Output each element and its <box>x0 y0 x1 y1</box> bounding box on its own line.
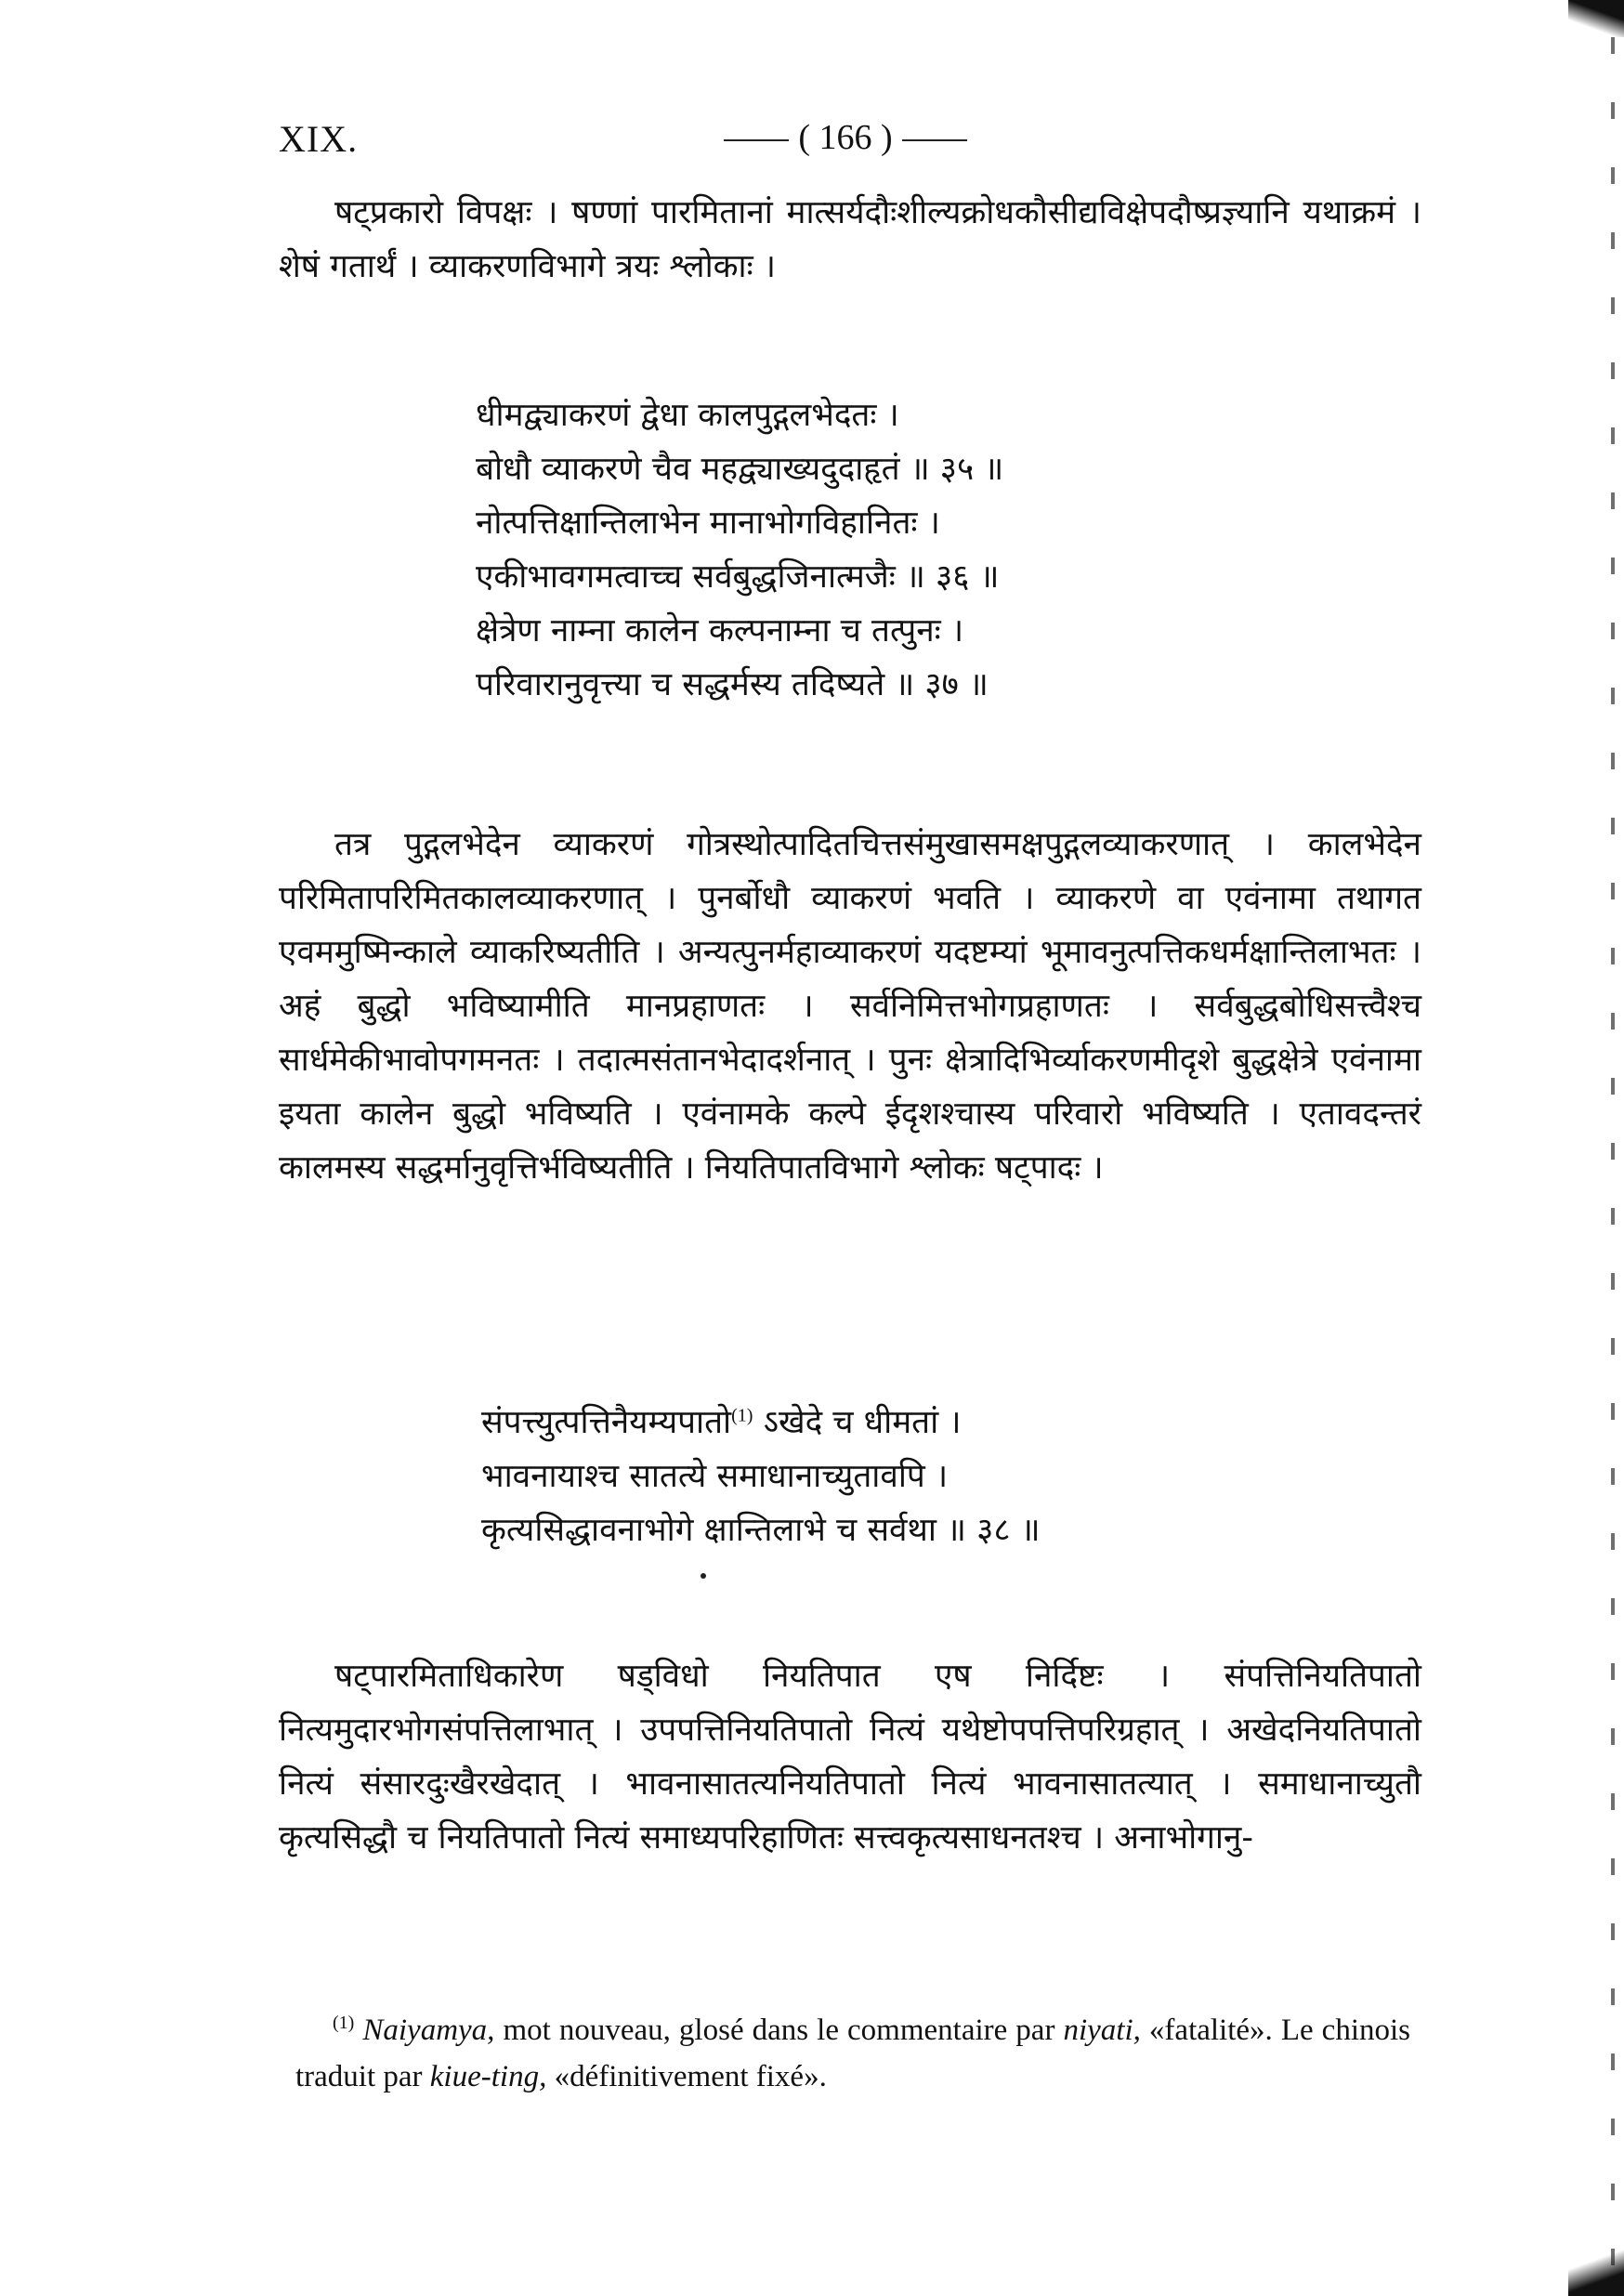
verse-block-38 <box>481 1396 1041 1557</box>
scan-edge-shadow-right <box>1611 37 1615 2267</box>
ornament-left <box>724 139 789 141</box>
footnote-gloss: niyati, <box>1063 2014 1141 2047</box>
paragraph-2 <box>279 818 1421 1195</box>
verse-block-35-37 <box>476 388 1003 712</box>
footnote-reference: (1) <box>731 1405 753 1426</box>
verse-line: परिवारानुवृत्त्या च सद्धर्मस्य तदिष्यते ॥ ३७ ॥ <box>476 666 989 703</box>
stray-dot-mark <box>701 1573 706 1579</box>
verse-line-part: ऽखेदे च धीमतां । <box>763 1404 962 1441</box>
page-number: ( 166 ) <box>798 118 893 157</box>
paragraph-1 <box>279 186 1421 294</box>
scan-edge-shadow-top <box>1568 0 1624 37</box>
footnote-chinese-term: kiue-ting, <box>429 2060 547 2093</box>
page-number-block <box>279 117 1412 158</box>
verse-line: क्षेत्रेण नाम्ना कालेन कल्पनाम्ना च तत्पुनः । <box>476 612 964 649</box>
footnote-text: mot nouveau, glosé dans le commentaire par <box>494 2014 1064 2047</box>
chapter-number: XIX. <box>279 118 359 160</box>
footnote-text: «définitivement fixé». <box>546 2060 827 2093</box>
paragraph-3-text: षट्पारमिताधिकारेण षड्विधो नियतिपात एष निर्दिष्टः । संपत्तिनियतिपातो नित्यमुदारभोगसंपत्तिलाभात् । उपपत्तिनियतिपातो नित्यं यथेष्टोपपत्तिपरिग्रहात् । अखेदनियतिपातो नित्यं संसारदुःखैरखेदात् । भावनासातत्यनियतिपातो नित्यं भावनासातत्यात् । समाधानाच्युतौ कृत्यसिद्धौ च नियतिपातो नित्यं समाध्यपरिहाणितः सत्त्वकृत्यसाधनतश्च । अनाभोगानु- <box>279 1658 1421 1856</box>
ornament-right <box>902 139 967 141</box>
footnote-text: «fatalité». Le chinois traduit par <box>295 2014 1410 2093</box>
verse-line-part: संपत्त्युत्पत्तिनैयम्यपातो <box>481 1404 732 1441</box>
verse-line <box>481 1396 1041 1450</box>
footnote-term: Naiyamya, <box>362 2014 495 2047</box>
footnote-marker: (1) <box>333 2013 355 2033</box>
verse-line: एकीभावगमत्वाच्च सर्वबुद्धजिनात्मजैः ॥ ३६ ॥ <box>476 558 1000 596</box>
verse-line: धीमद्व्याकरणं द्वेधा कालपुद्गलभेदतः । <box>476 397 899 434</box>
paragraph-3 <box>279 1649 1421 1865</box>
footnote <box>295 2007 1410 2100</box>
paragraph-2-text: तत्र पुद्गलभेदेन व्याकरणं गोत्रस्थोत्पादितचित्तसंमुखासमक्षपुद्गलव्याकरणात् । कालभेदेन परिमितापरिमितकालव्याकरणात् । पुनर्बोधौ व्याकरणं भवति । व्याकरणे वा एवंनामा तथागत एवममुष्मिन्काले व्याकरिष्यतीति । अन्यत्पुनर्महाव्याकरणं यदष्टम्यां भूमावनुत्पत्तिकधर्मक्षान्तिलाभतः । अहं बुद्धो भविष्यामीति मानप्रहाणतः । सर्वनिमित्तभोगप्रहाणतः । सर्वबुद्धबोधिसत्त्वैश्च सार्धमेकीभावोपगमनतः । तदात्मसंतानभेदादर्शनात् । पुनः क्षेत्रादिभिर्व्याकरणमीदृशे बुद्धक्षेत्रे एवंनामा इयता कालेन बुद्धो भविष्यति । एवंनामके कल्पे ईदृशश्चास्य परिवारो भविष्यति । एतावदन्तरं कालमस्य सद्धर्मानुवृत्तिर्भविष्यतीति । नियतिपातविभागे श्लोकः षट्पादः । <box>279 826 1421 1187</box>
scan-edge-shadow-bottom <box>1568 2250 1624 2296</box>
page-header <box>279 112 1412 167</box>
verse-line: नोत्पत्तिक्षान्तिलाभेन मानाभोगविहानितः । <box>476 505 940 542</box>
verse-line: बोधौ व्याकरणे चैव महद्व्याख्यदुदाहृतं ॥ ३५ ॥ <box>476 451 1004 488</box>
paragraph-1-text: षट्प्रकारो विपक्षः । षण्णां पारमितानां मात्सर्यदौःशील्यक्रोधकौसीद्यविक्षेपदौष्प्रज्ञ्यानि यथाक्रमं । शेषं गतार्थं । व्याकरणविभागे त्रयः श्लोकाः । <box>279 194 1421 285</box>
verse-line: भावनायाश्च सातत्ये समाधानाच्युतावपि । <box>481 1458 949 1495</box>
verse-line: कृत्यसिद्धावनाभोगे क्षान्तिलाभे च सर्वथा ॥ ३८ ॥ <box>481 1512 1041 1549</box>
